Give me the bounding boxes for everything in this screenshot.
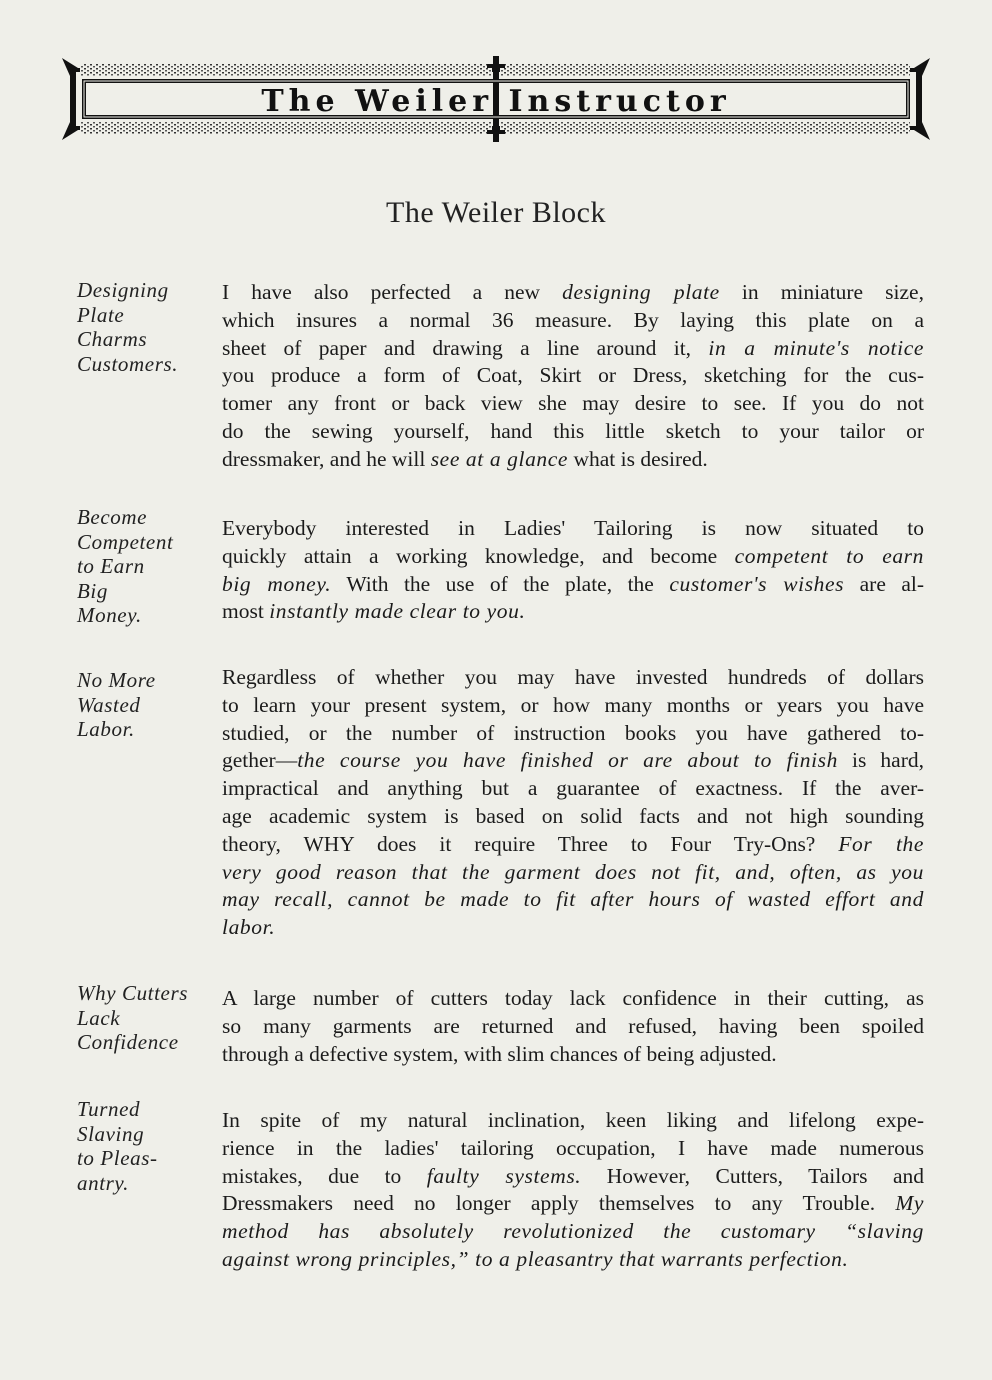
margin-note-line: Turned <box>77 1097 141 1121</box>
paragraph-line <box>222 418 924 446</box>
text-run: tomer any front or back view she may desire to see. If you do not <box>222 391 924 416</box>
text-run: A large number of cutters today lack confidence in their cutting, as <box>222 986 924 1010</box>
margin-note-line: Competent <box>77 529 174 554</box>
paragraph-line <box>222 1041 924 1069</box>
paragraph-line <box>222 859 924 887</box>
margin-note-line: Big <box>77 578 108 603</box>
text-run: Dressmakers need no longer apply themselves to any Trouble. <box>222 1191 896 1216</box>
italic-text: see at a glance <box>430 446 569 471</box>
text-run: do the sewing yourself, hand this little sketch to your tailor or <box>222 418 924 443</box>
paragraph-line <box>222 362 924 390</box>
margin-note-line: Labor. <box>77 717 135 741</box>
paragraph-line <box>222 1163 924 1191</box>
margin-note-line: No More <box>77 668 156 692</box>
paragraph <box>222 279 924 474</box>
italic-text: very good reason that the garment does not fit, and, often, as you <box>222 859 924 884</box>
text-run: I have also perfected a new <box>222 280 563 304</box>
text-run: quickly attain a working knowledge, and become <box>222 543 735 568</box>
paragraph-line <box>222 307 924 335</box>
paragraph-line <box>222 664 924 692</box>
margin-note <box>77 1097 217 1195</box>
paragraph-line <box>222 803 924 831</box>
paragraph <box>222 664 924 942</box>
page-title: The Weiler Block <box>386 196 606 229</box>
text-run: rience in the ladies' tailoring occupation, I have made numerous <box>222 1135 924 1160</box>
italic-text: big money. <box>222 571 332 596</box>
paragraph-line <box>222 775 924 803</box>
paragraph <box>222 985 924 1068</box>
paragraph-line <box>222 1190 924 1218</box>
text-run: in miniature size, <box>719 280 924 304</box>
italic-text: may recall, cannot be made to fit after hours of wasted effort and <box>222 887 924 912</box>
italic-text: in a minute's notice <box>708 335 924 360</box>
paragraph <box>222 515 924 626</box>
paragraph-line <box>222 747 924 775</box>
paragraph-line <box>222 446 924 474</box>
paragraph-line <box>222 914 924 942</box>
italic-text: competent to earn <box>734 543 925 568</box>
paragraph-line <box>222 1135 924 1163</box>
paragraph-line <box>222 543 924 571</box>
paragraph-line <box>222 886 924 914</box>
header-banner <box>60 56 932 142</box>
paragraph-line <box>222 985 924 1013</box>
text-run: most <box>222 599 270 624</box>
margin-note-line: Confidence <box>77 1030 179 1054</box>
text-run: theory, WHY does it require Three to Four Try-Ons? <box>222 831 839 856</box>
text-run: However, Cutters, Tailors and <box>581 1163 924 1188</box>
text-run: mistakes, due to <box>222 1163 427 1188</box>
paragraph-line <box>222 335 924 363</box>
paragraph-line <box>222 571 924 599</box>
paragraph-line <box>222 1013 924 1041</box>
margin-note-line: to Earn <box>77 554 145 578</box>
italic-text: instantly made clear to you. <box>269 599 526 624</box>
text-run: Regardless of whether you may have invested hundreds of dollars <box>222 665 924 689</box>
margin-note-line: Why Cutters <box>77 981 189 1005</box>
text-run: studied, or the number of instruction books you have gathered to- <box>222 720 924 745</box>
text-run: Everybody interested in Ladies' Tailoring is now situated to <box>222 516 924 540</box>
text-run: to learn your present system, or how many months or years you have <box>222 692 924 717</box>
text-run: impractical and anything but a guarantee of exactness. If the aver- <box>222 776 924 801</box>
paragraph-line <box>222 692 924 720</box>
margin-note <box>77 505 217 628</box>
text-run: through a defective system, with slim chances of being adjusted. <box>222 1041 777 1066</box>
text-run: so many garments are returned and refused, having been spoiled <box>222 1013 924 1038</box>
text-run: what is desired. <box>568 446 708 471</box>
margin-note-line: Plate <box>77 302 125 327</box>
margin-note <box>77 668 217 742</box>
paragraph-line <box>222 720 924 748</box>
paragraph-line <box>222 1246 924 1274</box>
text-run: which insures a normal 36 measure. By laying this plate on a <box>222 307 924 332</box>
paragraph-line <box>222 831 924 859</box>
italic-text: For the <box>838 831 925 856</box>
italic-text: My <box>895 1191 924 1216</box>
paragraph <box>222 1107 924 1274</box>
margin-note-line: Designing <box>77 278 169 302</box>
paragraph-line <box>222 390 924 418</box>
margin-note-line: to Pleas- <box>77 1146 158 1170</box>
margin-note-line: Slaving <box>77 1121 145 1146</box>
text-run: With the use of the plate, the <box>331 571 670 596</box>
text-run: In spite of my natural inclination, keen liking and lifelong expe- <box>222 1108 924 1132</box>
margin-note-line: Wasted <box>77 692 141 717</box>
margin-note-line: Money. <box>77 603 142 627</box>
margin-note-line: Customers. <box>77 351 179 376</box>
italic-text: designing plate <box>562 280 720 304</box>
italic-text: labor. <box>222 915 276 940</box>
text-run: dressmaker, and he will <box>222 446 431 471</box>
text-run: are al- <box>844 571 925 596</box>
italic-text: customer's wishes <box>669 571 845 596</box>
italic-text: the course you have finished or are about to finish <box>297 748 838 773</box>
margin-note-line: Lack <box>77 1005 121 1030</box>
text-run: sheet of paper and drawing a line around it, <box>222 335 709 360</box>
italic-text: faulty systems. <box>426 1163 582 1188</box>
text-run: you produce a form of Coat, Skirt or Dress, sketching for the cus- <box>222 363 924 388</box>
text-run: age academic system is based on solid facts and not high sounding <box>222 803 924 828</box>
paragraph-line <box>222 1107 924 1135</box>
text-run: gether— <box>222 748 298 773</box>
margin-note-line: Become <box>77 505 148 529</box>
paragraph-line <box>222 279 924 307</box>
paragraph-line <box>222 598 924 626</box>
banner-title: The Weiler Instructor <box>261 83 731 119</box>
margin-note <box>77 278 217 376</box>
italic-text: method has absolutely revolutionized the customary “slaving <box>222 1219 924 1244</box>
margin-note-line: antry. <box>77 1170 130 1195</box>
text-run: is hard, <box>837 748 924 773</box>
paragraph-line <box>222 1218 924 1246</box>
paragraph-line <box>222 515 924 543</box>
italic-text: against wrong principles,” to a pleasantry that warrants perfection. <box>222 1246 849 1271</box>
margin-note <box>77 981 217 1055</box>
margin-note-line: Charms <box>77 327 148 351</box>
